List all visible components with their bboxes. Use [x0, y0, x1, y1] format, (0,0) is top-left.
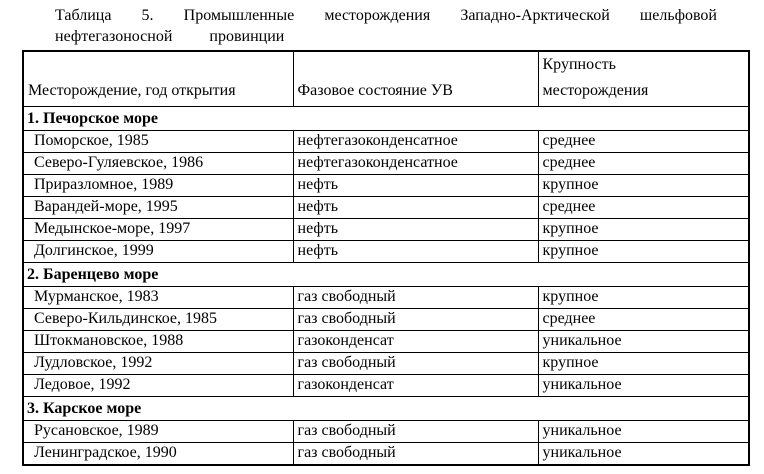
table-row [23, 353, 749, 375]
section-row-kara [23, 397, 749, 421]
deposits-table [22, 50, 750, 466]
section-label: 2. Баренцево море [23, 263, 749, 287]
cell-size: уникальное [538, 443, 749, 465]
table-row [23, 175, 749, 197]
col-header-size-label: Крупность месторождения [542, 56, 649, 99]
table-row [23, 153, 749, 175]
cell-size: среднее [538, 197, 749, 219]
cell-size: уникальное [538, 331, 749, 353]
cell-phase: газ свободный [293, 287, 538, 309]
cell-phase: нефть [293, 197, 538, 219]
table-row [23, 443, 749, 465]
cell-phase: газоконденсат [293, 375, 538, 397]
table-row [23, 375, 749, 397]
table-row [23, 131, 749, 153]
cell-size: крупное [538, 219, 749, 241]
cell-field: Долгинское, 1999 [23, 241, 293, 263]
cell-phase: газ свободный [293, 421, 538, 443]
cell-field: Приразломное, 1989 [23, 175, 293, 197]
cell-phase: нефтегазоконденсатное [293, 131, 538, 153]
col-header-size [538, 51, 749, 107]
cell-field: Лудловское, 1992 [23, 353, 293, 375]
cell-field: Штокмановское, 1988 [23, 331, 293, 353]
cell-phase: нефтегазоконденсатное [293, 153, 538, 175]
table-row [23, 287, 749, 309]
col-header-field: Месторождение, год открытия [23, 51, 293, 107]
cell-size: уникальное [538, 421, 749, 443]
table-row [23, 331, 749, 353]
cell-field: Варандей-море, 1995 [23, 197, 293, 219]
cell-phase: нефть [293, 175, 538, 197]
cell-field: Ледовое, 1992 [23, 375, 293, 397]
cell-field: Северо-Гуляевское, 1986 [23, 153, 293, 175]
table-row [23, 421, 749, 443]
section-row-pechora [23, 107, 749, 131]
table-row [23, 197, 749, 219]
cell-field: Русановское, 1989 [23, 421, 293, 443]
table-caption-line2: нефтегазоносной провинции [55, 28, 285, 45]
table-caption [55, 5, 717, 47]
cell-field: Ленинградское, 1990 [23, 443, 293, 465]
table-caption-line1: Таблица 5. Промышленные месторождения Западно-Арктической шельфовой [55, 7, 717, 24]
section-label: 3. Карское море [23, 397, 749, 421]
cell-phase: газ свободный [293, 443, 538, 465]
cell-field: Северо-Кильдинское, 1985 [23, 309, 293, 331]
table-row [23, 309, 749, 331]
cell-size: крупное [538, 175, 749, 197]
cell-size: среднее [538, 153, 749, 175]
cell-field: Поморское, 1985 [23, 131, 293, 153]
cell-size: среднее [538, 309, 749, 331]
cell-field: Медынское-море, 1997 [23, 219, 293, 241]
cell-phase: газ свободный [293, 309, 538, 331]
cell-phase: газ свободный [293, 353, 538, 375]
col-header-phase: Фазовое состояние УВ [293, 51, 538, 107]
cell-field: Мурманское, 1983 [23, 287, 293, 309]
cell-size: среднее [538, 131, 749, 153]
cell-size: крупное [538, 241, 749, 263]
cell-size: крупное [538, 353, 749, 375]
cell-phase: газоконденсат [293, 331, 538, 353]
section-row-barents [23, 263, 749, 287]
document-page [0, 5, 764, 474]
cell-size: уникальное [538, 375, 749, 397]
table-row [23, 219, 749, 241]
table-row [23, 241, 749, 263]
cell-phase: нефть [293, 219, 538, 241]
section-label: 1. Печорское море [23, 107, 749, 131]
table-header-row [23, 51, 749, 107]
cell-phase: нефть [293, 241, 538, 263]
cell-size: крупное [538, 287, 749, 309]
